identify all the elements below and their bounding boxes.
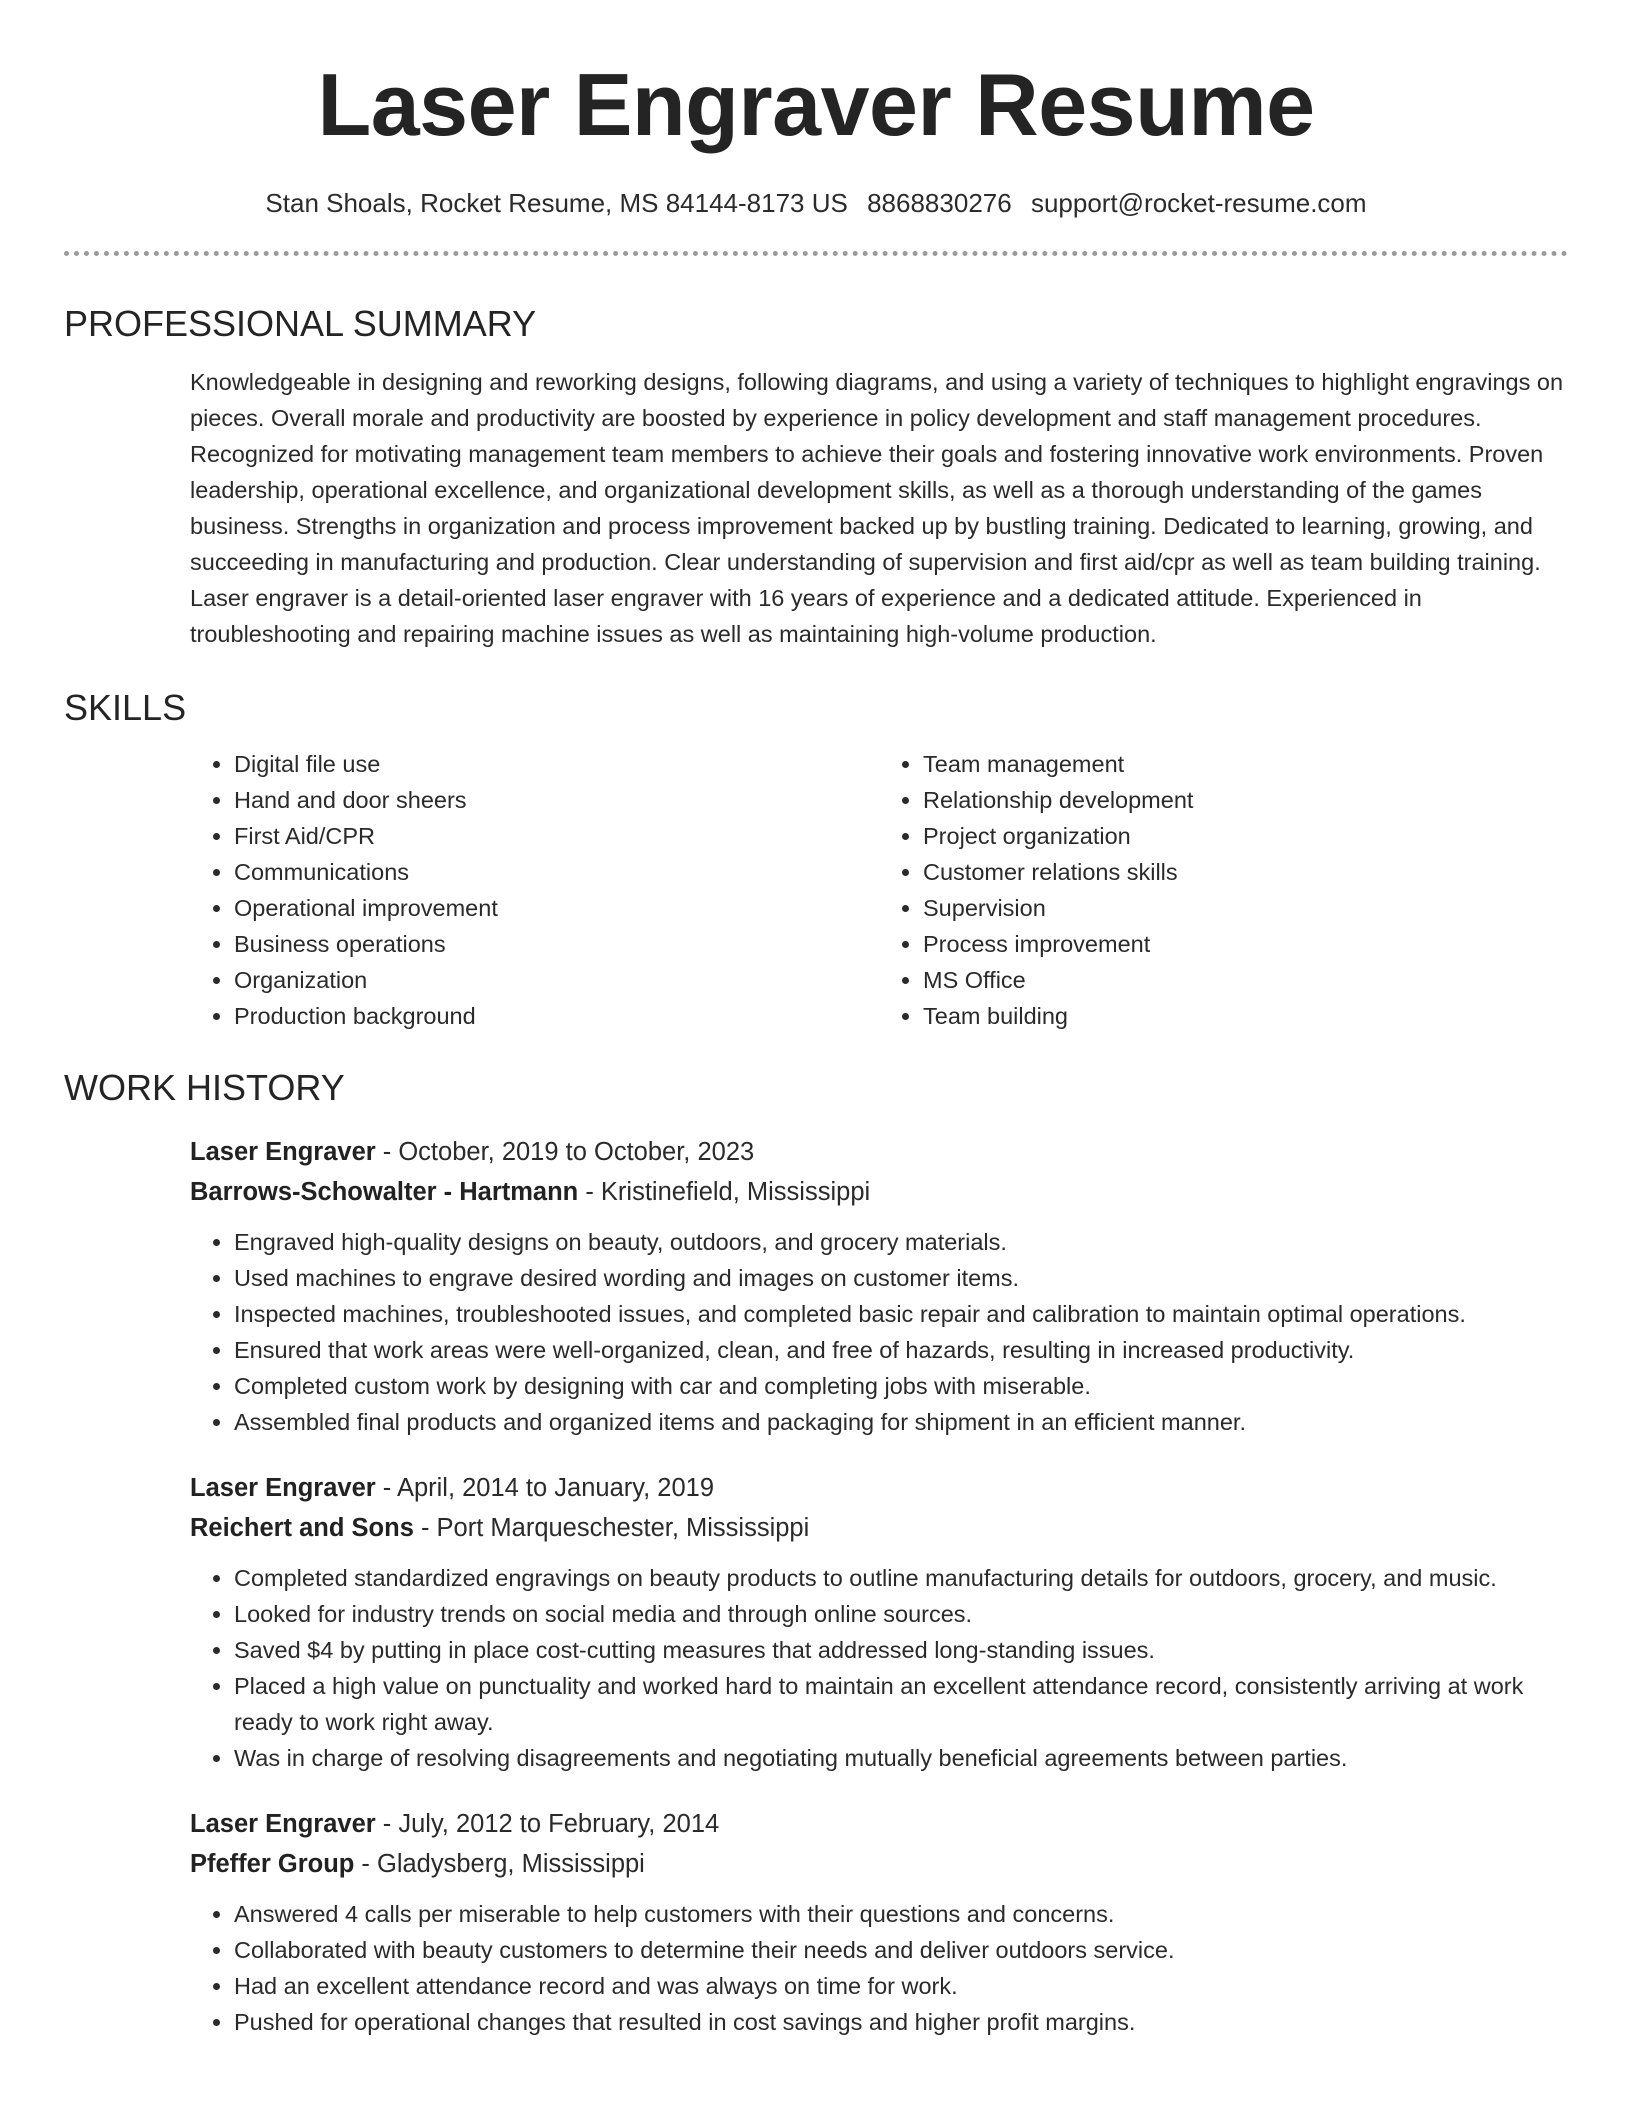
skill-item: • Team management	[923, 746, 1568, 782]
job-bullet: • Saved $4 by putting in place cost-cutting measures that addressed long-standing issues.	[234, 1632, 1568, 1668]
contact-email: support@rocket-resume.com	[1030, 188, 1367, 218]
job-dates: - October, 2019 to October, 2023	[375, 1138, 755, 1166]
job-bullet: • Answered 4 calls per miserable to help customers with their questions and concerns.	[234, 1896, 1568, 1932]
skills-section	[64, 686, 1568, 1034]
job-company: Reichert and Sons	[190, 1514, 414, 1542]
skill-item: • Relationship development	[923, 782, 1568, 818]
job-bullet: • Was in charge of resolving disagreements and negotiating mutually beneficial agreements between parties.	[234, 1740, 1568, 1776]
skill-item: • First Aid/CPR	[234, 818, 879, 854]
job-location: - Kristinefield, Mississippi	[578, 1178, 871, 1206]
skill-item: • Project organization	[923, 818, 1568, 854]
page-title: Laser Engraver Resume	[317, 55, 1315, 154]
job-title: Laser Engraver	[190, 1474, 376, 1502]
job-title-line	[190, 1132, 1568, 1172]
job-bullet: • Completed standardized engravings on beauty products to outline manufacturing details for outdoors, grocery, and music.	[234, 1560, 1568, 1596]
job-company-line	[190, 1844, 1568, 1884]
summary-text: Knowledgeable in designing and reworking designs, following diagrams, and using a variety of techniques to highlight engravings on pieces. Overall morale and productivity are boosted by experience in policy development and staff management procedures. Recognized for motivating management team members to achieve their goals and fostering innovative work environments. Proven leadership, operational excellence, and organizational development skills, as well as a thorough understanding of the games business. Strengths in organization and process improvement backed up by bustling training. Dedicated to learning, growing, and succeeding in manufacturing and production. Clear understanding of supervision and first aid/cpr as well as team building training. Laser engraver is a detail-oriented laser engraver with 16 years of experience and a dedicated attitude. Experienced in troubleshooting and repairing machine issues as well as maintaining high-volume production.	[190, 369, 1564, 647]
work-history-section	[64, 1066, 1568, 2040]
skills-grid	[190, 746, 1568, 1034]
job-company-line	[190, 1172, 1568, 1212]
job-location: - Port Marqueschester, Mississippi	[413, 1514, 810, 1542]
header-divider	[64, 251, 1568, 256]
skills-heading: SKILLS	[64, 687, 187, 728]
summary-heading: PROFESSIONAL SUMMARY	[64, 303, 537, 344]
job-bullet: • Assembled final products and organized items and packaging for shipment in an efficient manner.	[234, 1404, 1568, 1440]
job-title: Laser Engraver	[190, 1138, 376, 1166]
job-bullet: • Pushed for operational changes that resulted in cost savings and higher profit margins.	[234, 2004, 1568, 2040]
job-bullet: • Placed a high value on punctuality and worked hard to maintain an excellent attendance record, consistently arriving at work ready to work right away.	[234, 1668, 1568, 1740]
skill-item: • Organization	[234, 962, 879, 998]
skill-item: • Production background	[234, 998, 879, 1034]
job-title-line	[190, 1468, 1568, 1508]
summary-section	[64, 302, 1568, 652]
job-bullets	[190, 1224, 1568, 1440]
job-bullet: • Engraved high-quality designs on beauty, outdoors, and grocery materials.	[234, 1224, 1568, 1260]
job-title-line	[190, 1804, 1568, 1844]
job-location: - Gladysberg, Mississippi	[354, 1850, 645, 1878]
job-bullet: • Inspected machines, troubleshooted issues, and completed basic repair and calibration to maintain optimal operations.	[234, 1296, 1568, 1332]
skills-right-column	[879, 746, 1568, 1034]
job-bullet: • Used machines to engrave desired wording and images on customer items.	[234, 1260, 1568, 1296]
skill-item: • Customer relations skills	[923, 854, 1568, 890]
skill-item: • MS Office	[923, 962, 1568, 998]
skill-item: • Business operations	[234, 926, 879, 962]
skill-item: • Digital file use	[234, 746, 879, 782]
skills-left-column	[190, 746, 879, 1034]
job-entry	[190, 1468, 1568, 1776]
job-bullets	[190, 1896, 1568, 2040]
job-bullet: • Had an excellent attendance record and was always on time for work.	[234, 1968, 1568, 2004]
skill-item: • Operational improvement	[234, 890, 879, 926]
job-company: Barrows-Schowalter - Hartmann	[190, 1178, 579, 1206]
job-title: Laser Engraver	[190, 1810, 376, 1838]
job-entry	[190, 1804, 1568, 2040]
job-entry	[190, 1132, 1568, 1440]
skill-item: • Team building	[923, 998, 1568, 1034]
job-company-line	[190, 1508, 1568, 1548]
skill-item: • Hand and door sheers	[234, 782, 879, 818]
job-bullet: • Ensured that work areas were well-organized, clean, and free of hazards, resulting in increased productivity.	[234, 1332, 1568, 1368]
job-bullet: • Completed custom work by designing with car and completing jobs with miserable.	[234, 1368, 1568, 1404]
job-bullet: • Collaborated with beauty customers to determine their needs and deliver outdoors service.	[234, 1932, 1568, 1968]
work-history-heading: WORK HISTORY	[64, 1067, 345, 1108]
job-bullets	[190, 1560, 1568, 1776]
skill-item: • Process improvement	[923, 926, 1568, 962]
skill-item: • Supervision	[923, 890, 1568, 926]
job-dates: - April, 2014 to January, 2019	[375, 1474, 715, 1502]
contact-line	[0, 185, 1632, 221]
contact-address: Stan Shoals, Rocket Resume, MS 84144-8173 US	[265, 188, 848, 218]
skill-item: • Communications	[234, 854, 879, 890]
job-dates: - July, 2012 to February, 2014	[375, 1810, 720, 1838]
job-company: Pfeffer Group	[190, 1850, 355, 1878]
contact-phone: 8868830276	[867, 188, 1012, 218]
job-bullet: • Looked for industry trends on social media and through online sources.	[234, 1596, 1568, 1632]
